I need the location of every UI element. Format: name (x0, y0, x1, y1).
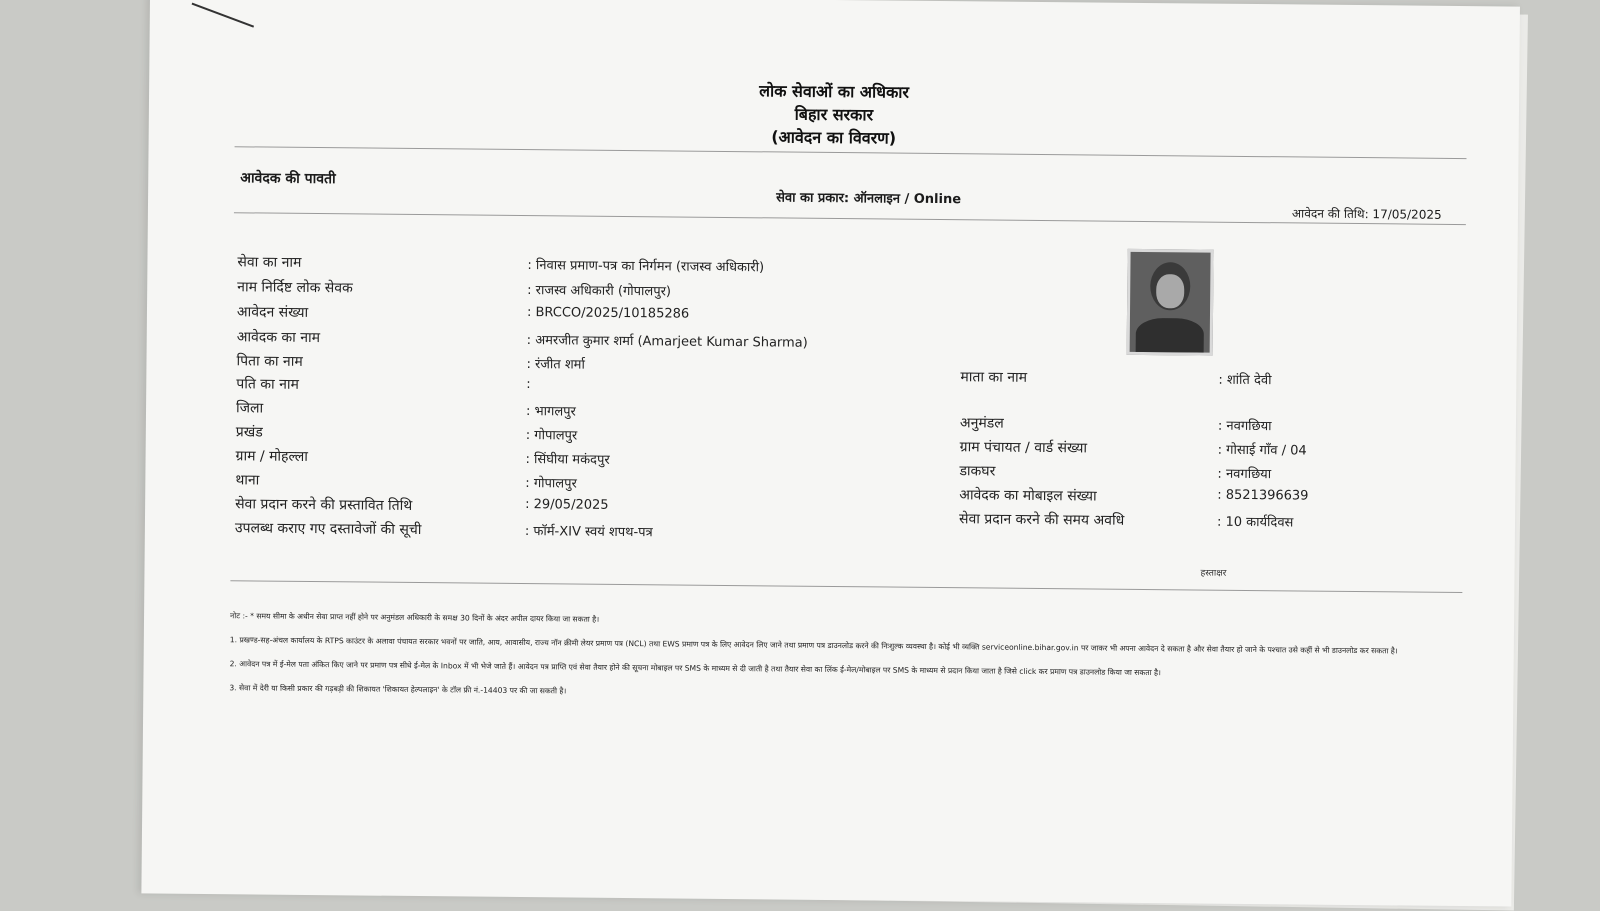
field-value: : निवास प्रमाण-पत्र का निर्गमन (राजस्व अधिकारी) (527, 255, 764, 275)
field-label: सेवा का नाम (237, 252, 301, 272)
divider-bottom (230, 580, 1462, 593)
field-value: : शांति देवी (1218, 370, 1271, 389)
field-value: : नवगछिया (1218, 416, 1272, 435)
pen-mark (192, 3, 255, 28)
field-label: नाम निर्दिष्ट लोक सेवक (237, 277, 353, 297)
field-value: : 10 कार्यदिवस (1217, 512, 1294, 531)
field-value: : गोपालपुर (525, 473, 577, 491)
field-value: : फॉर्म-XIV स्वयं शपथ-पत्र (525, 521, 653, 540)
field-label: सेवा प्रदान करने की प्रस्तावित तिथि (235, 494, 412, 515)
field-value: : राजस्व अधिकारी (गोपालपुर) (527, 280, 671, 299)
field-label: प्रखंड (236, 422, 263, 441)
field-label: जिला (236, 398, 263, 417)
note-line: 1. प्रखण्ड-सह-अंचल कार्यालय के RTPS काउंटर के अलावा पंचायत सरकार भवनों पर जाति, आय, आवासीय, राज्य नॉन क्रीमी लेयर प्रमाण पत्र (NCL) तथा EWS प्रमाण पत्र के लिए आवेदन लिए जाने तथा प्रमाण पत्र डाउनलोड करने की निःशुल्क व्यवस्था है। कोई भी व्यक्ति serviceonline.bihar.gov.in पर जाकर भी अपना आवेदन दे सकता है और सेवा तैयार हो जाने के पश्चात उसे कहीं से भी डाउनलोड कर सकता है। (230, 634, 1462, 658)
applicant-photo (1127, 249, 1214, 356)
service-type: सेवा का प्रकार: ऑनलाइन / Online (776, 187, 961, 207)
field-label: उपलब्ध कराए गए दस्तावेजों की सूची (235, 518, 422, 539)
field-label: थाना (235, 470, 259, 489)
field-label: पिता का नाम (236, 351, 302, 371)
field-label: ग्राम पंचायत / वार्ड संख्या (960, 437, 1087, 457)
document-header (149, 73, 1520, 155)
receipt-title: आवेदक की पावती (240, 168, 336, 188)
field-label: आवेदन संख्या (237, 302, 308, 322)
field-value: : BRCCO/2025/10185286 (527, 305, 689, 322)
header-line-2: बिहार सरकार (149, 96, 1519, 132)
field-label: माता का नाम (960, 367, 1027, 387)
field-label: आवेदक का नाम (237, 327, 321, 347)
header-line-1: लोक सेवाओं का अधिकार (149, 73, 1519, 109)
note-line: 2. आवेदन पत्र में ई-मेल पता अंकित किए जाने पर प्रमाण पत्र सीधे ई-मेल के Inbox में भी भेजे जाते हैं। आवेदन पत्र प्राप्ति एवं सेवा तैयार होने की सूचना मोबाइल पर SMS के माध्यम से दी जाती है तथा तैयार सेवा का लिंक ई-मेल/मोबाइल पर SMS के माध्यम से प्रदान किया जाता है जिसे click कर प्रमाण पत्र डाउनलोड किया जा सकता है। (230, 658, 1462, 682)
field-label: अनुमंडल (960, 413, 1004, 432)
field-label: डाकघर (959, 461, 995, 480)
field-value: : नवगछिया (1217, 464, 1271, 483)
field-label: ग्राम / मोहल्ला (236, 446, 309, 466)
document-page (141, 0, 1520, 907)
field-label: सेवा प्रदान करने की समय अवधि (959, 509, 1124, 530)
note-line: 3. सेवा में देरी या किसी प्रकार की गड़बड़ी की शिकायत 'शिकायत हेल्पलाइन' के टॉल फ्री नं.-14403 पर की जा सकती है। (229, 682, 1461, 706)
header-line-3: (आवेदन का विवरण) (149, 119, 1519, 155)
field-label: आवेदक का मोबाइल संख्या (959, 485, 1097, 505)
application-date: आवेदन की तिथि: 17/05/2025 (1292, 204, 1442, 222)
field-value: : अमरजीत कुमार शर्मा (Amarjeet Kumar Sharma) (527, 330, 808, 351)
field-value: : गोपालपुर (526, 425, 578, 443)
notes-section (229, 610, 1462, 718)
signature-label: हस्ताक्षर (1200, 566, 1226, 579)
field-value: : 29/05/2025 (525, 497, 609, 513)
field-label: पति का नाम (236, 374, 299, 394)
field-value: : 8521396639 (1217, 488, 1308, 504)
field-value: : (526, 377, 531, 392)
note-line: नोट :- * समय सीमा के अधीन सेवा प्राप्त नहीं होने पर अनुमंडल अधिकारी के समक्ष 30 दिनों के अंदर अपील दायर किया जा सकता है। (230, 610, 1462, 634)
field-value: : रंजीत शर्मा (526, 354, 585, 373)
field-value: : गोसाई गाँव / 04 (1218, 440, 1307, 459)
field-value: : भागलपुर (526, 401, 576, 419)
divider-middle (234, 212, 1466, 225)
field-value: : सिंघीया मकंदपुर (526, 449, 610, 468)
